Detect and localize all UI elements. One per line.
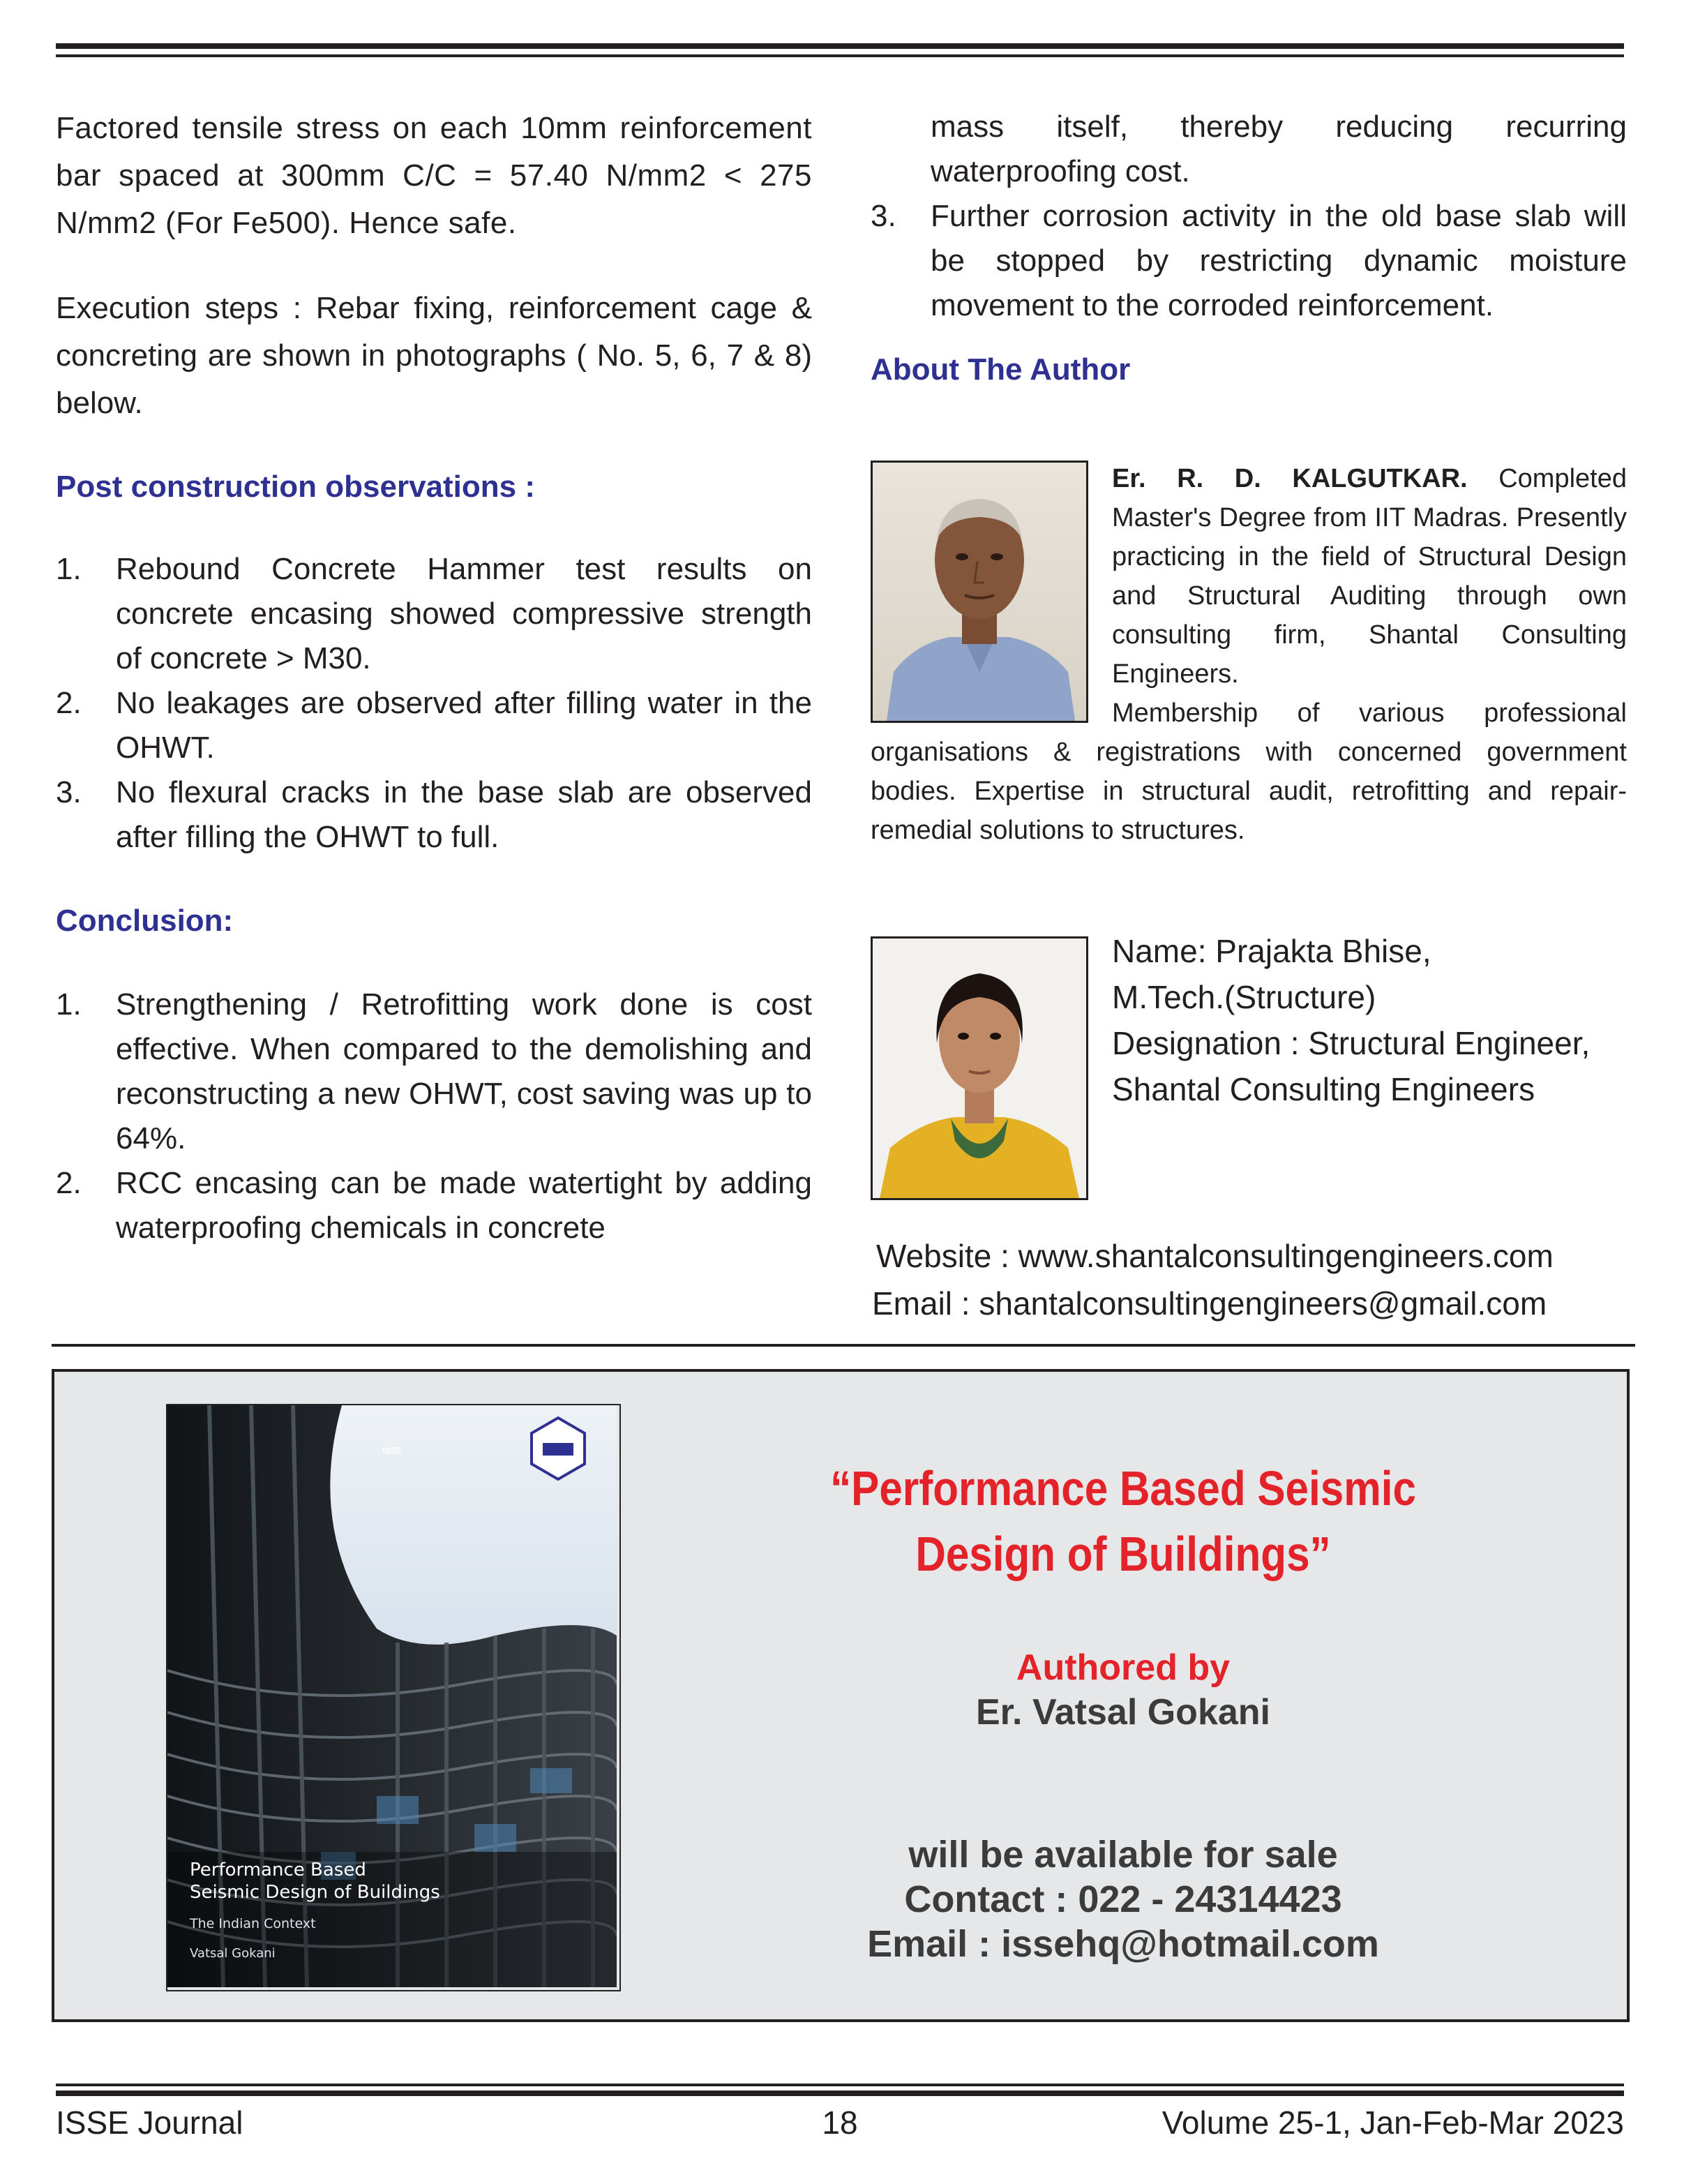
right-column [871,105,1627,394]
right-list [871,194,1627,328]
continued-item-text: mass itself, thereby reducing recurring waterproofing cost. [931,110,1627,188]
author2-line: Name: Prajakta Bhise, [1112,933,1431,969]
advert-author-name: Er. Vatsal Gokani [976,1692,1270,1733]
isse-logo-icon [532,1418,585,1479]
list-item: 2. No leakages are observed after filling water in the OHWT. [56,686,812,765]
left-column [56,105,812,1250]
author1-bio-a: Completed Master's Degree from IIT Madras. Presently practicing in the field of Structural Design and Structural Auditing through own consulting firm, Shantal Consulting Engineers. [1112,464,1627,689]
footer-page-number: 18 [822,2104,858,2141]
heading-conclusion: Conclusion: [56,904,234,938]
list-item: 3. No flexural cracks in the base slab are observed after filling the OHWT to full. [56,775,812,854]
footer-journal: ISSE Journal [56,2104,243,2141]
paragraph-execution-steps: Execution steps : Rebar fixing, reinforcement cage & concreting are shown in photographs ( No. 5, 6, 7 & 8) below. [56,291,812,420]
heading-about-author: About The Author [871,352,1131,387]
author2-line: Shantal Consulting Engineers [1112,1071,1535,1107]
bottom-rule-thick [56,2090,1624,2096]
paragraph-factored-stress: Factored tensile stress on each 10mm reinforcement bar spaced at 300mm C/C = 57.40 N/mm2 < 275 N/mm2 (For Fe500). Hence safe. [56,111,812,240]
portrait-woman-image [873,938,1086,1198]
author2-line: Designation : Structural Engineer, [1112,1025,1591,1061]
author1-bio-bottom: Membership of various professional organisations & registrations with concerned government bodies. Expertise in structural audit, retrofitting and repair-remedial solutions to structures. [871,698,1627,845]
cover-logo-text: ISSE [382,1446,402,1456]
author1-name: Er. R. D. KALGUTKAR. [1112,464,1468,493]
top-rule-thin [56,54,1624,57]
list-item: 2. RCC encasing can be made watertight by adding waterproofing chemicals in concrete [56,1166,812,1245]
advert-sale-text: will be available for sale Contact : 022 - 24314423 Email : issehq@hotmail.com [867,1834,1379,1965]
list-item: 3. Further corrosion activity in the old base slab will be stopped by restricting dynamic moisture movement to the corroded reinforcement. [871,199,1627,322]
advert-authored-by: Authored by [1016,1647,1231,1688]
footer-volume: Volume 25-1, Jan-Feb-Mar 2023 [1161,2104,1624,2141]
post-construction-list [56,547,812,860]
cover-title: Performance Based Seismic Design of Buildings The Indian Context Vatsal Gokani [190,1860,440,1961]
list-item: 1. Strengthening / Retrofitting work done is cost effective. When compared to the demolishing and reconstructing a new OHWT, cost saving was up to 64%. [56,987,812,1155]
author2-details [1112,928,1628,1112]
heading-post-construction: Post construction observations : [56,470,535,504]
email-text: Email : shantalconsultingengineers@gmail.com [872,1285,1547,1322]
separator-rule [52,1344,1635,1347]
author2-line: M.Tech.(Structure) [1112,979,1376,1015]
author-contact [872,1232,1639,1327]
bottom-rule-thin [56,2084,1624,2086]
advert-book-title: “Performance Based Seismic Design of Buildings” [830,1461,1416,1581]
website-text: Website : www.shantalconsultingengineers.com [876,1238,1554,1274]
list-item: 1. Rebound Concrete Hammer test results on concrete encasing showed compressive strength of concrete > M30. [56,552,812,675]
author-photo-bhise [871,936,1088,1200]
conclusion-list [56,982,812,1250]
portrait-man-image [873,463,1086,721]
top-rule-thick [56,43,1624,49]
author1-bio-top [1112,459,1627,694]
author-photo-kalgutkar [871,461,1088,723]
book-cover [166,1404,621,1991]
